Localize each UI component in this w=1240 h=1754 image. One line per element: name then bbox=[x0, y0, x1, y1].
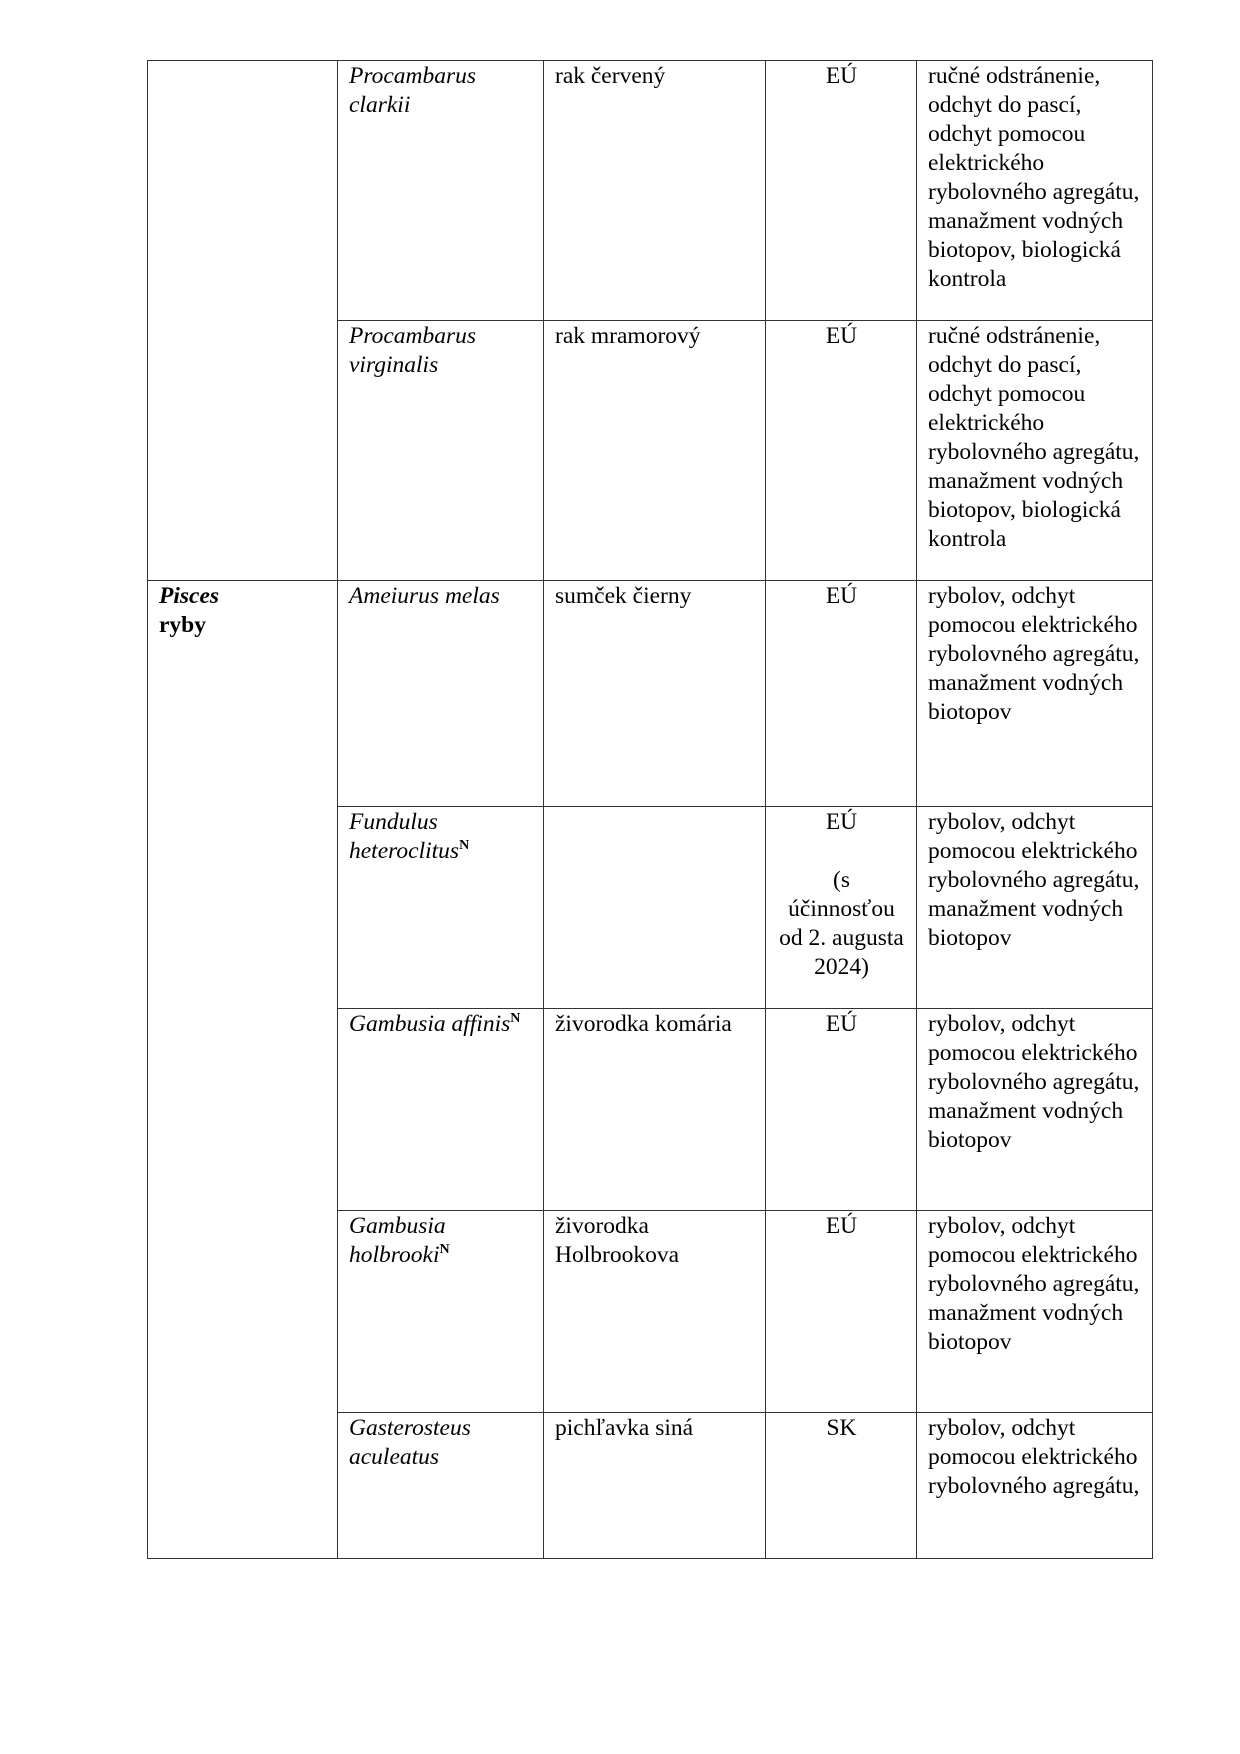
latin-name-cell bbox=[338, 807, 544, 1009]
common-name-cell bbox=[544, 1413, 766, 1559]
latin-name-cell bbox=[338, 61, 544, 321]
scope-value: SK bbox=[826, 1415, 857, 1441]
scope-effective-date-note: (s účinnosťou od 2. augusta 2024) bbox=[779, 867, 904, 980]
latin-name: Gambusia affinis bbox=[349, 1011, 511, 1037]
latin-name: Procambarus virginalis bbox=[349, 323, 477, 378]
common-name: živorodka komária bbox=[555, 1011, 732, 1037]
native-mark: N bbox=[459, 838, 470, 853]
native-mark: N bbox=[510, 1011, 521, 1026]
scope-cell bbox=[766, 581, 917, 807]
measures-text: ručné odstránenie, odchyt do pascí, odchyt pomocou elektrického rybolovného agregátu, manažment vodných biotopov, biologická kontrola bbox=[928, 323, 1140, 552]
common-name-cell bbox=[544, 1009, 766, 1211]
measures-cell bbox=[917, 1211, 1153, 1413]
latin-name-cell bbox=[338, 1009, 544, 1211]
taxon-group-cell bbox=[148, 61, 338, 581]
scope-value: EÚ bbox=[825, 583, 858, 609]
common-name: sumček čierny bbox=[555, 583, 692, 609]
scope-cell bbox=[766, 1413, 917, 1559]
scope-cell bbox=[766, 807, 917, 1009]
latin-name: Gambusia holbrooki bbox=[349, 1213, 446, 1268]
scope-cell bbox=[766, 1009, 917, 1211]
measures-text: rybolov, odchyt pomocou elektrického rybolovného agregátu, bbox=[928, 1415, 1140, 1499]
table-row bbox=[148, 61, 1153, 321]
common-name-cell bbox=[544, 581, 766, 807]
measures-text: rybolov, odchyt pomocou elektrického rybolovného agregátu, manažment vodných biotopov bbox=[928, 583, 1140, 725]
measures-text: rybolov, odchyt pomocou elektrického rybolovného agregátu, manažment vodných biotopov bbox=[928, 1011, 1140, 1153]
latin-name: Fundulus heteroclitus bbox=[349, 809, 460, 864]
measures-cell bbox=[917, 1009, 1153, 1211]
measures-cell bbox=[917, 807, 1153, 1009]
measures-cell bbox=[917, 321, 1153, 581]
common-name-cell bbox=[544, 321, 766, 581]
common-name: pichľavka siná bbox=[555, 1415, 694, 1441]
latin-name-cell bbox=[338, 1211, 544, 1413]
native-mark: N bbox=[439, 1242, 450, 1257]
measures-cell bbox=[917, 581, 1153, 807]
measures-cell bbox=[917, 61, 1153, 321]
scope-value: EÚ bbox=[825, 323, 858, 349]
latin-name-cell bbox=[338, 581, 544, 807]
latin-name-cell bbox=[338, 321, 544, 581]
latin-name: Gasterosteus aculeatus bbox=[349, 1415, 471, 1470]
measures-text: rybolov, odchyt pomocou elektrického rybolovného agregátu, manažment vodných biotopov bbox=[928, 1213, 1140, 1355]
common-name: živorodka Holbrookova bbox=[555, 1213, 680, 1268]
scope-cell bbox=[766, 321, 917, 581]
latin-name: Ameiurus melas bbox=[349, 583, 500, 609]
invasive-species-table bbox=[147, 60, 1153, 1559]
latin-name-cell bbox=[338, 1413, 544, 1559]
measures-text: ručné odstránenie, odchyt do pascí, odchyt pomocou elektrického rybolovného agregátu, manažment vodných biotopov, biologická kontrola bbox=[928, 63, 1140, 292]
group-latin-name: Pisces bbox=[159, 583, 220, 609]
scope-cell bbox=[766, 1211, 917, 1413]
taxon-group-cell bbox=[148, 581, 338, 1559]
group-common-name: ryby bbox=[159, 612, 206, 638]
common-name-cell bbox=[544, 1211, 766, 1413]
table-row bbox=[148, 581, 1153, 807]
common-name-cell bbox=[544, 807, 766, 1009]
scope-cell bbox=[766, 61, 917, 321]
scope-value: EÚ bbox=[825, 63, 858, 89]
scope-value: EÚ bbox=[825, 1011, 858, 1037]
common-name: rak mramorový bbox=[555, 323, 701, 349]
measures-cell bbox=[917, 1413, 1153, 1559]
latin-name: Procambarus clarkii bbox=[349, 63, 477, 118]
common-name-cell bbox=[544, 61, 766, 321]
scope-value: EÚ bbox=[825, 809, 858, 835]
measures-text: rybolov, odchyt pomocou elektrického rybolovného agregátu, manažment vodných biotopov bbox=[928, 809, 1140, 951]
common-name: rak červený bbox=[555, 63, 666, 89]
scope-value: EÚ bbox=[825, 1213, 858, 1239]
